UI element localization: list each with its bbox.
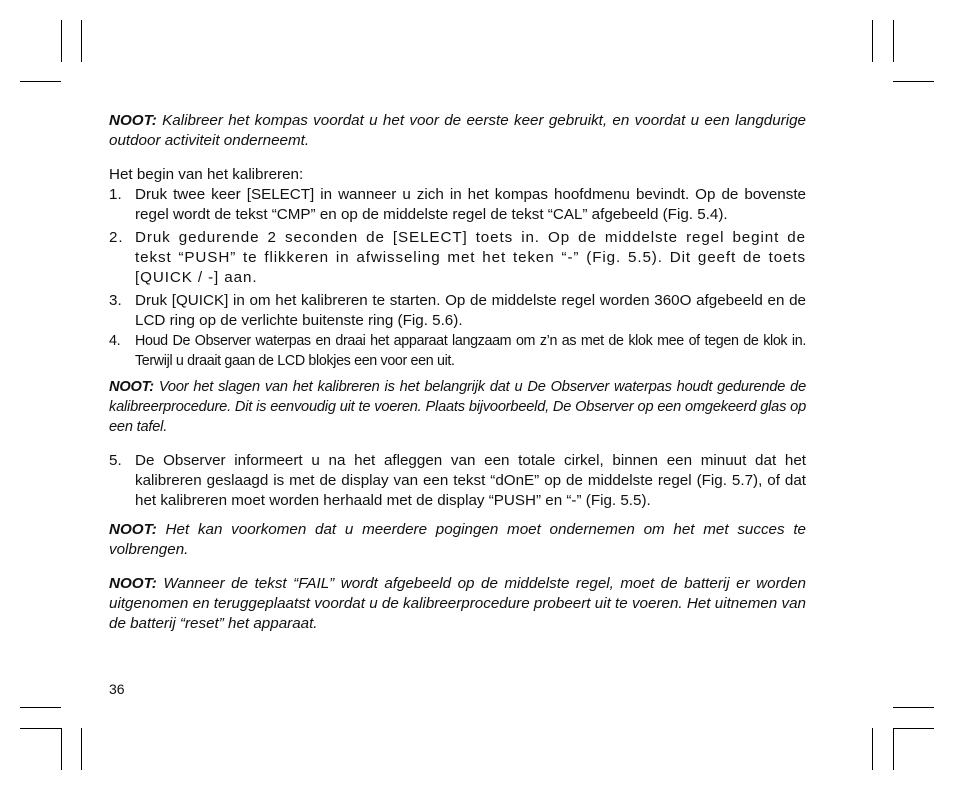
step-text: Druk [QUICK] in om het kalibreren te starten. Op de middelste regel worden 360O afgebeeld en de LCD ring op de verlichte buitenste ring (Fig. 5.6).: [135, 292, 806, 329]
note-label: NOOT:: [109, 379, 154, 395]
step-number: 3.: [109, 292, 122, 309]
step-text: Houd De Observer waterpas en draai het apparaat langzaam om z’n as met de klok mee of tegen de klok in. Terwijl u draait gaan de LCD blokjes een voor een uit.: [135, 333, 806, 369]
step-number: 2.: [109, 229, 124, 246]
page-content: [109, 111, 806, 634]
step-text: De Observer informeert u na het afleggen van een totale cirkel, binnen een minuut dat het kalibreren geslaagd is met de display van een tekst “dOnE” op de middelste regel (Fig. 5.7), of dat het kalibreren moet worden herhaald met de display “PUSH” en “-” (Fig. 5.5).: [135, 452, 806, 509]
crop-mark: [81, 728, 82, 770]
crop-mark: [893, 20, 894, 62]
crop-mark: [893, 728, 934, 729]
list-item: [109, 228, 806, 288]
crop-mark: [872, 20, 873, 62]
note-label: NOOT:: [109, 575, 157, 592]
note-text: Het kan voorkomen dat u meerdere pogingen moet ondernemen om het met succes te volbrengen.: [109, 521, 806, 558]
note-fail: [109, 574, 806, 634]
step-text: Druk gedurende 2 seconden de [SELECT] toets in. Op de middelste regel begint de tekst “PUSH” te flikkeren in afwisseling met het teken “-” (Fig. 5.5). Dit geeft de toets [QUICK / -] aan.: [135, 229, 806, 286]
note-text: Wanneer de tekst “FAIL” wordt afgebeeld op de middelste regel, moet de batterij er worden uitgenomen en teruggeplaatst voordat u de kalibreerprocedure probeert uit te voeren. Het uitnemen van de batterij “reset” het apparaat.: [109, 575, 806, 632]
crop-mark: [893, 707, 934, 708]
crop-mark: [20, 81, 61, 82]
intro-text: Het begin van het kalibreren:: [109, 166, 304, 183]
steps-list-continued: [109, 451, 806, 511]
step-number: 1.: [109, 186, 122, 203]
list-item: [109, 185, 806, 225]
step-number: 4.: [109, 333, 121, 349]
crop-mark: [893, 728, 894, 770]
note-calibrate-first: [109, 111, 806, 151]
note-multiple-attempts: [109, 520, 806, 560]
crop-mark: [20, 707, 61, 708]
note-text: Kalibreer het kompas voordat u het voor de eerste keer gebruikt, en voordat u een langdurige outdoor activiteit onderneemt.: [109, 112, 806, 149]
list-item: [109, 451, 806, 511]
crop-mark: [872, 728, 873, 770]
list-item: [109, 291, 806, 331]
note-keep-level: [109, 377, 806, 437]
note-label: NOOT:: [109, 521, 157, 538]
steps-list: [109, 185, 806, 371]
crop-mark: [893, 81, 934, 82]
list-item: [109, 331, 806, 371]
step-text: Druk twee keer [SELECT] in wanneer u zich in het kompas hoofdmenu bevindt. Op de bovenste regel wordt de tekst “CMP” en op de middelste regel de tekst “CAL” afgebeeld (Fig. 5.4).: [135, 186, 806, 223]
note-text: Voor het slagen van het kalibreren is het belangrijk dat u De Observer waterpas houdt gedurende de kalibreerprocedure. Dit is eenvoudig uit te voeren. Plaats bijvoorbeeld, De Observer op een omgekeerd glas op een tafel.: [109, 379, 806, 435]
crop-mark: [61, 20, 62, 62]
crop-mark: [20, 728, 61, 729]
step-number: 5.: [109, 452, 122, 469]
crop-mark: [81, 20, 82, 62]
page-number: 36: [109, 681, 125, 697]
note-label: NOOT:: [109, 112, 157, 129]
crop-mark: [61, 728, 62, 770]
